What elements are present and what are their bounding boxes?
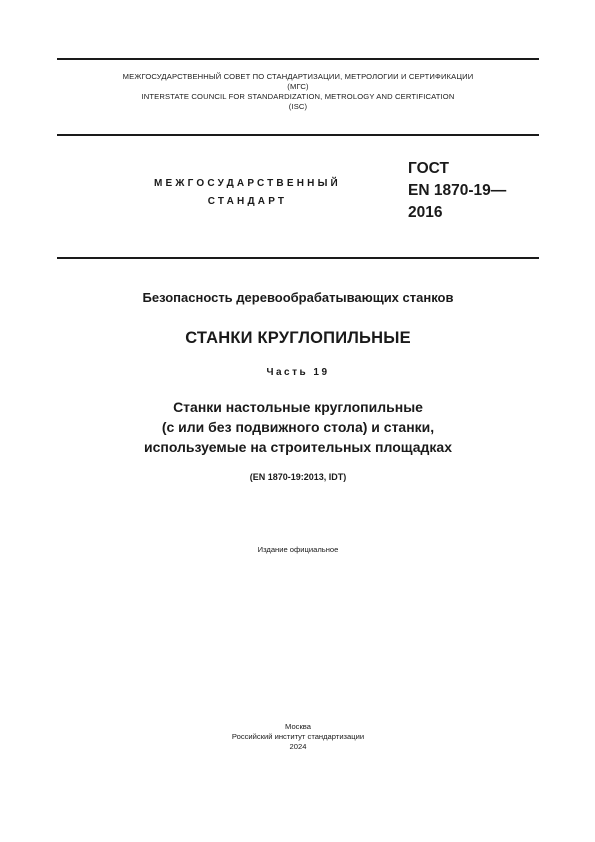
designation-line3: 2016 — [408, 204, 443, 221]
edition-note: Издание официальное — [257, 545, 339, 554]
publisher-imprint — [57, 722, 539, 752]
council-name-en: INTERSTATE COUNCIL FOR STANDARDIZATION, METROLOGY AND CERTIFICATION — [141, 92, 455, 101]
document-subtitle — [57, 397, 539, 457]
bottom-rule — [57, 257, 539, 259]
part-number: Часть 19 — [266, 367, 330, 378]
standard-type-label — [120, 175, 375, 211]
imprint-publisher: Российский институт стандартизации — [231, 732, 365, 741]
middle-rule — [57, 134, 539, 136]
subtitle-line3: используемые на строительных площадках — [143, 439, 453, 455]
imprint-year: 2024 — [289, 742, 307, 751]
subtitle-line1: Станки настольные круглопильные — [173, 399, 423, 415]
top-rule — [57, 58, 539, 60]
council-header — [57, 72, 539, 112]
designation-line1: ГОСТ — [408, 160, 449, 177]
council-abbr-en: (ISC) — [288, 102, 308, 111]
equivalence-reference: (EN 1870-19:2013, IDT) — [249, 472, 347, 482]
standard-type-line1: МЕЖГОСУДАРСТВЕННЫЙ — [154, 178, 341, 189]
council-name-ru: МЕЖГОСУДАРСТВЕННЫЙ СОВЕТ ПО СТАНДАРТИЗАЦИИ, МЕТРОЛОГИИ И СЕРТИФИКАЦИИ — [122, 72, 474, 81]
designation-line2: EN 1870-19— — [408, 182, 507, 199]
standard-type-line2: СТАНДАРТ — [207, 196, 288, 207]
council-abbr-ru: (МГС) — [287, 82, 309, 91]
imprint-city: Москва — [285, 722, 311, 731]
document-subject: Безопасность деревообрабатывающих станков — [142, 290, 454, 305]
subtitle-line2: (с или без подвижного стола) и станки, — [161, 419, 435, 435]
document-title: СТАНКИ КРУГЛОПИЛЬНЫЕ — [185, 329, 411, 347]
standard-designation — [408, 158, 506, 224]
